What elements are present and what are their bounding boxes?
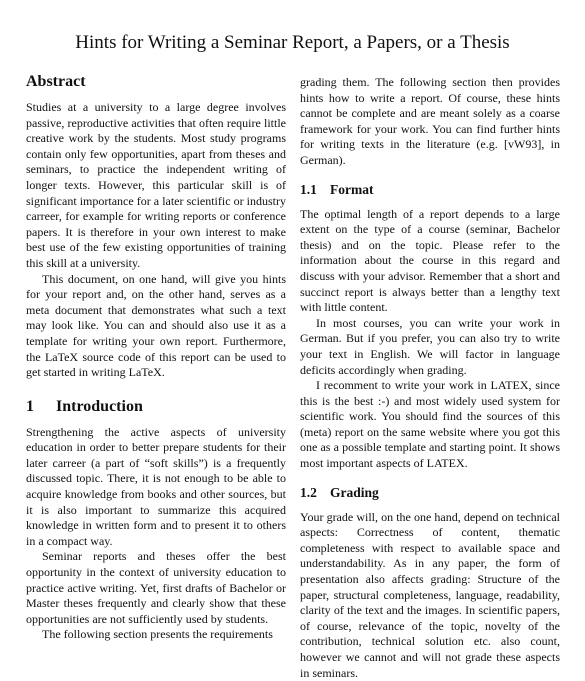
subsection-heading-format [300,181,560,199]
body-paragraph: Strengthening the active aspects of university education in order to better prepare students for their later carreer (a part of “soft skills”) is a frequently discussed topic. There, it is not enough to be able to acquire knowledge from books and other sources, but it is also important to summarize this acquired knowledge in written form and to present it to others in a compact way. [26,424,286,548]
body-paragraph: I recomment to write your work in LATEX, since this is the best :-) and most widely used system for scientific work. You should find the sources of this (meta) report on the same website where you got this one as a possible template and starting point. It shows most important aspects of LATEX. [300,378,560,471]
subsection-title: Grading [330,484,379,500]
subsection-number: 1.1 [300,181,317,197]
abstract-paragraph: This document, on one hand, will give you hints for your report and, on the other hand, serves as a meta document that demonstrates what such a text may look like. You can and should also use it as a template for writing your own report. Furthermore, the LaTeX source code of this report can be used to get started in writing LaTeX. [26,271,286,380]
subsection-number: 1.2 [300,484,317,500]
body-paragraph: Seminar reports and theses offer the best opportunity in the context of university education to practice active writing. Yet, first drafts of Bachelor or Master theses frequently and clearly show that these opportunities are not sufficiently used by students. [26,549,286,626]
body-paragraph: In most courses, you can write your work in German. But if you prefer, you can also try to write your text in English. We will factor in language deficits accordingly when grading. [300,315,560,377]
section-number: 1 [26,397,34,415]
section-heading-introduction [26,397,286,417]
left-column [26,72,286,642]
body-paragraph: The optimal length of a report depends to a large extent on the type of a course (seminar, Bachelor thesis) and on the topic. Please refer to the information about the course in this regard and discuss with your advisor. Remember that a short and succinct report is always better than a lengthy text with little content. [300,206,560,315]
body-paragraph: Your grade will, on the one hand, depend on technical aspects: Correctness of content, thematic completeness with respect to available space and understandability. As in any paper, the form of presentation also affects grading: Structure of the paper, structural completeness, language, readability, clarity of the text and the images. In scientific papers, of course, relevance of the topic, novelty of the contribution, technical solution etc. also count, however we cannot and will not grade these aspects in seminars. [300,509,560,680]
right-column [300,75,560,681]
cutoff-line [26,627,286,642]
abstract-paragraph: Studies at a university to a large degree involves passive, reproductive activities that often require little creative work by the students. Most study programs contain only few opportunities, apart from theses and seminars, to practice the independent writing of longer texts. However, this particular skill is of significant importance for a later scientific or industry carreer, for example for writing reports or conference papers. It is therefore in your own interest to make best use of the few existing opportunities of training this skill at a university. [26,100,286,270]
section-title: Introduction [56,397,143,415]
body-paragraph: grading them. The following section then provides hints how to write a report. Of course, these hints cannot be complete and are meant solely as a coarse framework for your work. You can find further hints for writing texts in the literature (e.g. [vW93], in German). [300,75,560,167]
subsection-heading-grading [300,484,560,502]
abstract-heading: Abstract [26,73,86,90]
subsection-title: Format [330,181,374,197]
paper-title: Hints for Writing a Seminar Report, a Papers, or a Thesis [75,32,510,53]
body-paragraph: The following section presents the requirements [42,627,273,642]
